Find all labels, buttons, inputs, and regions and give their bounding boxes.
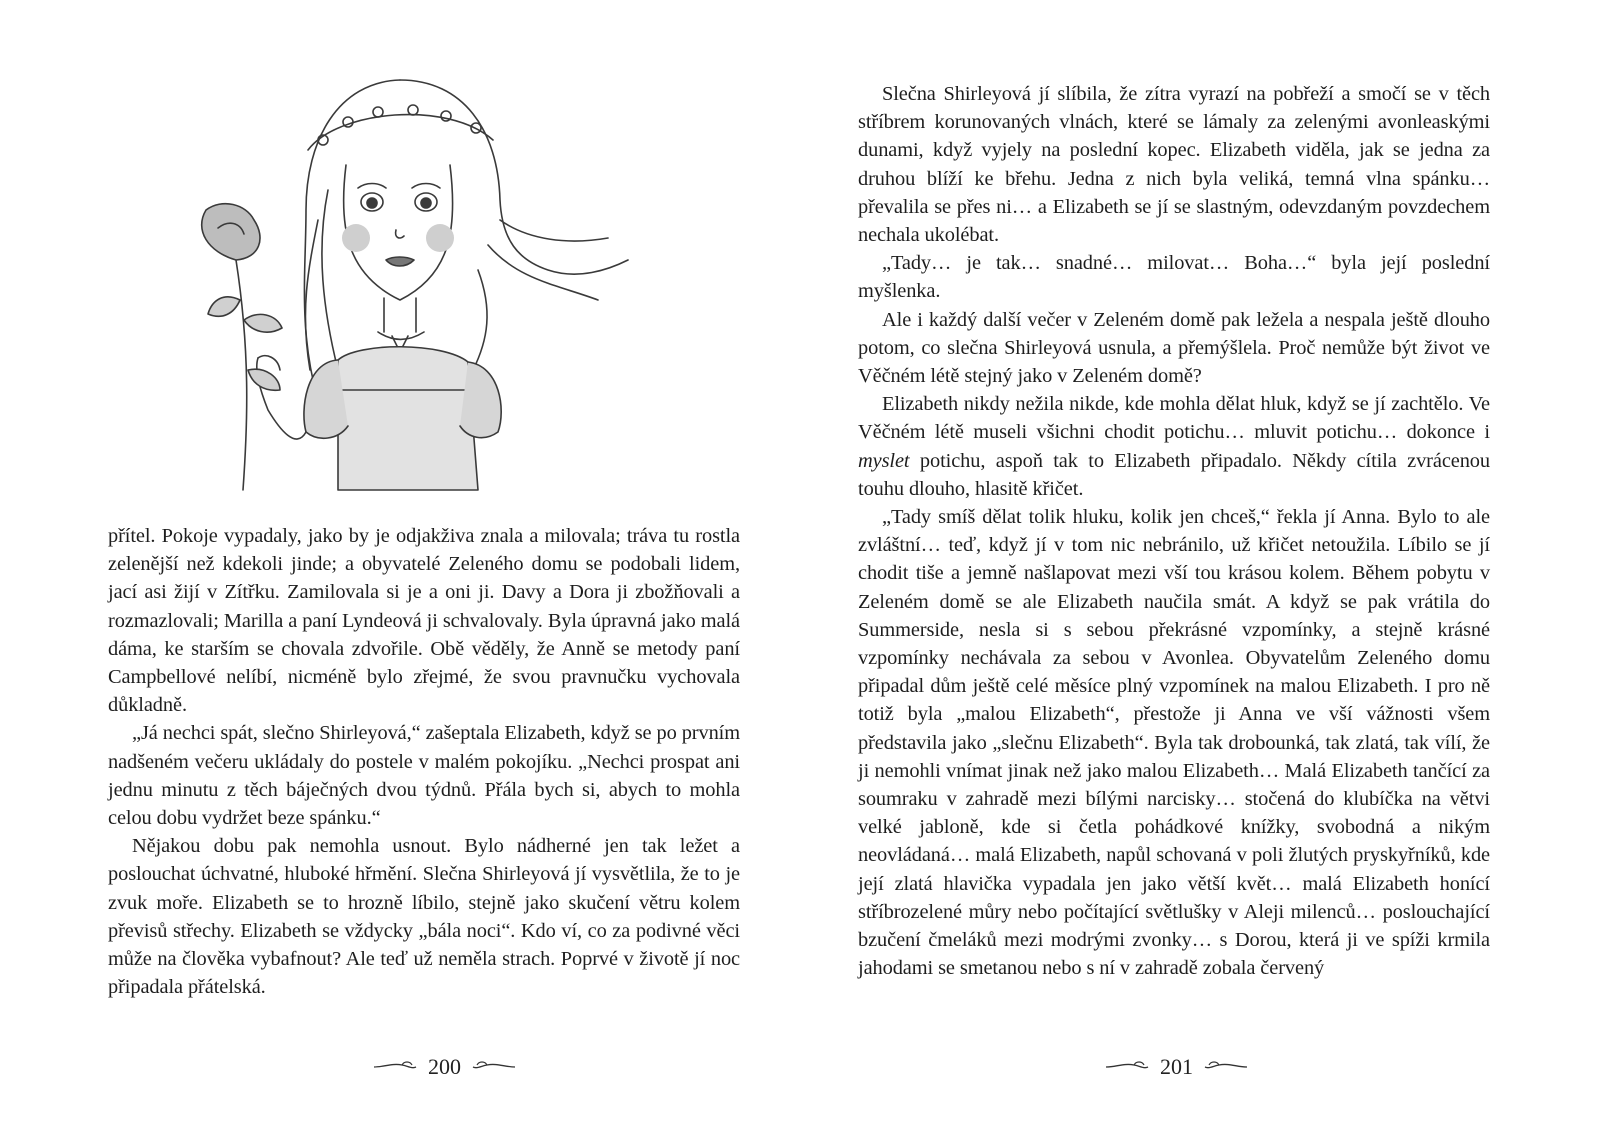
page-number: 201 [1160,1054,1193,1079]
right-page [808,0,1616,1143]
page-number-footer [1104,1054,1249,1080]
text-run: potichu, aspoň tak to Elizabeth připadalo. Někdy cítila zvrácenou touhu dlouho, hlasitě křičet. [858,449,1491,500]
ornament-right-icon [471,1060,517,1074]
paragraph: Nějakou dobu pak nemohla usnout. Bylo nádherné jen tak ležet a poslouchat úchvatné, hluboké hřmění. Slečna Shirleyová jí vysvětlila, že to je zvuk moře. Elizabeth se to hrozně líbilo, stejně jako skučení větru kolem převisů střechy. Elizabeth se vždycky „bála noci“. Kdo ví, co za podivné věci může na člověka vybafnout? Ale teď už neměla strach. Poprvé v životě jí noc připadala přátelská. [108,835,740,999]
page-number: 200 [428,1054,461,1079]
right-page-text [858,80,1490,983]
illustration-svg [188,70,648,520]
text-run: Elizabeth nikdy nežila nikde, kde mohla dělat hluk, když se jí zachtělo. Ve Věčném létě museli všichni chodit potichu… mluvit potichu… [858,393,1490,444]
paragraph: „Já nechci spát, slečno Shirleyová,“ zašeptala Elizabeth, když se po prvním nadšeném večeru ukládaly do postele v malém pokojíku. „Nechci prospat ani jednu minutu z těch báječných dvou týdnů. Přála bych si, abych to mohla celou dobu vydržet beze spánku.“ [108,722,740,830]
paragraph: Ale i každý další večer v Zeleném domě pak ležela a nespala ještě dlouho potom, co slečna Shirleyová usnula, a přemýšlela. Proč nemůže být život ve Věčném létě stejný jako v Zeleném domě? [858,308,1490,388]
left-page-text [108,522,740,1001]
paragraph: „Tady… je tak… snadné… milovat… Boha…“ byla její poslední myšlenka. [858,252,1490,303]
paragraph: přítel. Pokoje vypadaly, jako by je odjakživa znala a milovala; tráva tu rostla zelenější než kdekoli jinde; a obyvatelé Zeleného domu se podobali lidem, jací asi žijí v Zítřku. Zamilovala si je a oni ji. Davy a Dora ji zbožňovali a rozmazlovali; Marilla a paní Lyndeová ji schvalovaly. Byla úpravná jako malá dáma, ke starším se chovala zdvořile. Obě věděly, že Anně se metody paní Campbellové nelíbí, nicméně bylo zřejmé, že svou pravnučku vychovala důkladně. [108,525,740,717]
page-number-footer [372,1054,517,1080]
ornament-right-icon [1203,1060,1249,1074]
paragraph: Slečna Shirleyová jí slíbila, že zítra vyrazí na pobřeží a smočí se v těch stříbrem korunovaných vlnách, které se lámaly za zelenými avonleaskými dunami, když vyjely na poslední kopec. Elizabeth viděla, jak se jedna za druhou blíží ke břehu. Jedna z nich byla veliká, temná vlna spánku… převalila se přes ni… a Elizabeth se jí se slastným, odevzdaným povzdechem nechala ukolébat. [858,83,1490,247]
italic-word: myslet [858,449,910,472]
paragraph: „Tady smíš dělat tolik hluku, kolik jen chceš,“ řekla jí Anna. Bylo to ale zvláštní… teď, když jí v tom nic nebránilo, už křičet netoužila. Líbilo se jí chodit tiše a jemně našlapovat mezi vší tou krásou kolem. Během pobytu v Zeleném domě se ale Elizabeth naučila smát. A když se pak vrátila do Summerside, nesla si s sebou překrásné vzpomínky, a stejně krásné vzpomínky nechávala za sebou v Avonlea. Obyvatelům Zeleného domu připadal dům ještě celé měsíce plný vzpomínek na malou Elizabeth. I pro ně totiž byla „malou Elizabeth“, přestože ji Anna ve vší vážnosti všem představila jako „slečnu Elizabeth“. Byla tak drobounká, tak zlatá, tak vílí, že ji nemohli vnímat jinak než jako malou Elizabeth… Malá Elizabeth tančící za soumraku v zahradě mezi bílými narcisky… stočená do klubíčka na větvi velké jabloně, kde si četla pohádkové knížky, svobodná a nikým neovládaná… malá Elizabeth, napůl schovaná v poli žlutých pryskyřníků, kde její zlatá hlavička vypadala jen jako větší květ… malá Elizabeth honící stříbrozelené můry nebo počítající světlušky v Aleji milenců… poslouchající bzučení čmeláků mezi modrými zvonky… s Dorou, která ji ve spíži krmila jahodami se smetanou nebo s ní v zahradě zobala červený [858,506,1490,980]
paragraph [858,390,1490,503]
ornament-left-icon [1104,1060,1150,1074]
text-run: dokonce i [1406,421,1490,444]
girl-with-rose-illustration [188,70,648,520]
ornament-left-icon [372,1060,418,1074]
